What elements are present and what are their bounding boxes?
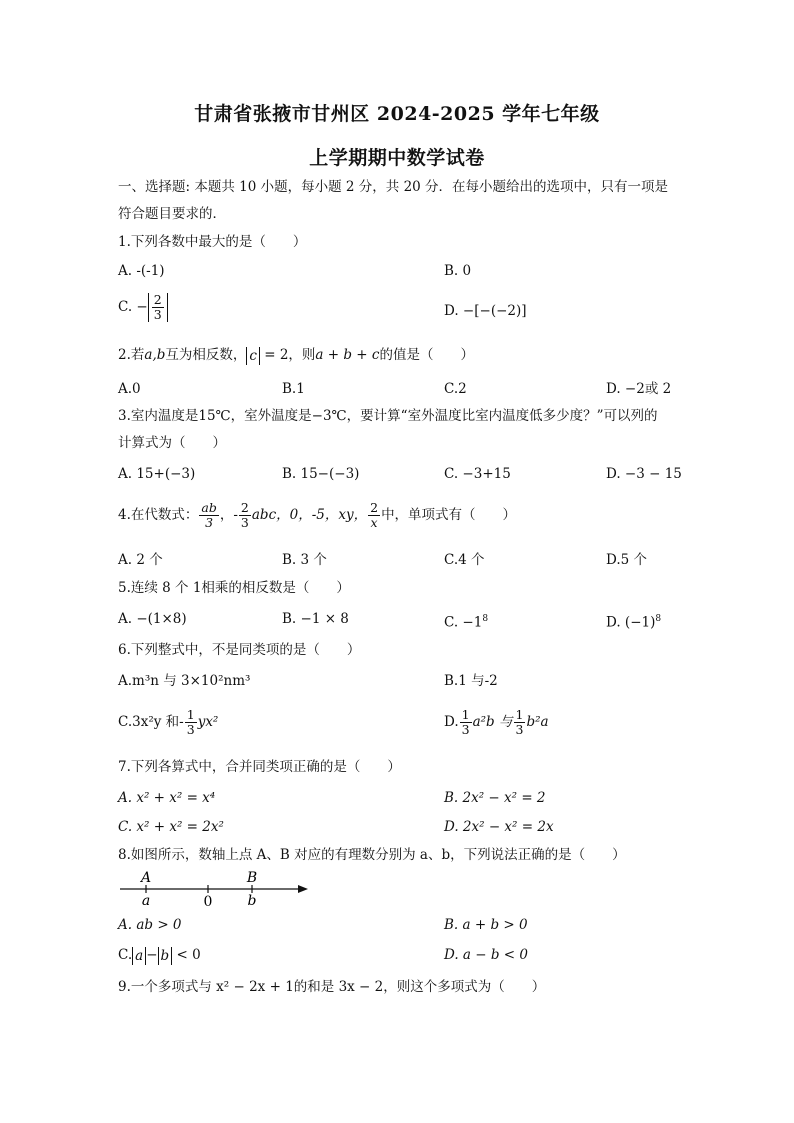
q1-option-c-prefix: C. −	[118, 299, 148, 315]
q6-d-denominator2: 3	[515, 722, 524, 737]
q7-option-a: A. x² + x² = x⁴	[118, 790, 216, 806]
q3-option-c: C. −3+15	[444, 466, 511, 482]
q6-d-pre: D.	[444, 714, 459, 730]
q6-d-mid: a²b 与	[472, 714, 513, 730]
q4-option-a: A. 2 个	[118, 552, 163, 568]
q3-option-b: B. 15−(−3)	[282, 466, 360, 482]
q2-stem-pre: 2.若	[118, 347, 145, 363]
q4-f2-denominator: 3	[240, 515, 249, 530]
q5-option-b: B. −1 × 8	[282, 611, 349, 627]
q6-option-a: A.m³n 与 3×10²nm³	[118, 673, 251, 689]
q7-option-b: B. 2x² − x² = 2	[444, 790, 546, 806]
q5-stem: 5.连续 8 个 1相乘的相反数是（ ）	[118, 580, 350, 596]
q4-stem-pre: 4.在代数式：	[118, 507, 199, 523]
q7-option-c: C. x² + x² = 2x²	[118, 819, 224, 835]
q5-option-d	[606, 610, 661, 632]
q6-option-b: B.1 与-2	[444, 673, 498, 689]
q2-stem-eq: = 2，则	[259, 347, 316, 363]
q5-c-base: C. −1	[444, 614, 483, 631]
q8-c-post: < 0	[172, 947, 201, 963]
q8-c-abs-b: b	[158, 947, 173, 965]
q1-c-numerator: 2	[153, 292, 162, 307]
exam-title-line1: 甘肃省张掖市甘州区 2024-2025 学年七年级	[194, 103, 600, 125]
q6-d-numerator2: 1	[515, 707, 524, 722]
q1-option-c	[118, 293, 168, 322]
q4-option-d: D.5 个	[606, 552, 648, 568]
q8-option-d: D. a − b < 0	[444, 947, 528, 963]
value-label-a: a	[141, 893, 151, 909]
q4-fraction-2-over-x	[368, 501, 380, 530]
q4-f2-numerator: 2	[240, 500, 249, 515]
q6-stem: 6.下列整式中，不是同类项的是（ ）	[118, 642, 361, 658]
q2-stem-expr: a + b + c	[315, 347, 380, 363]
q1-option-c-fraction	[152, 293, 164, 322]
q4-option-b: B. 3 个	[282, 552, 327, 568]
q5-d-exponent: 8	[655, 614, 662, 624]
point-label-A: A	[140, 870, 152, 886]
q2-option-b: B.1	[282, 381, 305, 397]
q8-stem: 8.如图所示，数轴上点 A、B 对应的有理数分别为 a、b，下列说法正确的是（ ）	[118, 847, 626, 863]
arrow-right-icon	[298, 885, 308, 893]
zero-label: 0	[203, 894, 213, 910]
section-instruction-line2: 符合题目要求的．	[118, 206, 226, 222]
q5-c-exponent: 8	[482, 614, 489, 624]
q5-d-base: D. (−1)	[606, 614, 656, 631]
q6-d-denominator1: 3	[461, 722, 470, 737]
q4-stem-post: 中，单项式有（ ）	[381, 507, 517, 523]
section-instruction-line1: 一、选择题: 本题共 10 小题，每小题 2 分，共 20 分．在每小题给出的选项中，只有一项是	[118, 179, 669, 195]
q3-option-d: D. −3 − 15	[606, 466, 682, 482]
q4-stem	[118, 498, 516, 532]
q2-stem-vars: a,b	[144, 347, 166, 363]
q6-c-pre: C.3x²y 和-	[118, 714, 184, 730]
q2-stem	[118, 346, 474, 365]
q8-option-b: B. a + b > 0	[444, 917, 528, 933]
q2-stem-abs: c	[246, 347, 260, 365]
q4-f3-denominator: x	[370, 515, 378, 530]
q1-option-a: A. -(-1)	[118, 263, 165, 279]
number-line-diagram	[118, 868, 318, 910]
q6-d-numerator1: 1	[461, 707, 470, 722]
q6-d-post: b²a	[526, 714, 549, 730]
q8-c-minus: −	[146, 947, 158, 963]
q7-stem: 7.下列各算式中，合并同类项正确的是（ ）	[118, 759, 401, 775]
q3-stem-line2: 计算式为（ ）	[118, 435, 226, 451]
q3-option-a: A. 15+(−3)	[118, 466, 196, 482]
q7-option-d: D. 2x² − x² = 2x	[444, 819, 554, 835]
q4-option-c: C.4 个	[444, 552, 485, 568]
q6-c-numerator: 1	[186, 707, 195, 722]
q4-stem-mid: abc，0，-5，xy，	[251, 507, 368, 523]
q1-c-denominator: 3	[153, 307, 162, 322]
q1-stem: 1.下列各数中最大的是（ ）	[118, 234, 307, 250]
q1-option-b: B. 0	[444, 263, 472, 279]
q6-d-fraction1	[460, 708, 472, 737]
q6-c-post: yx²	[197, 714, 219, 730]
q2-option-d: D. −2或 2	[606, 381, 672, 397]
q8-option-a: A. ab > 0	[118, 917, 182, 933]
q4-sep1: ，-	[219, 507, 238, 523]
q8-option-c	[118, 946, 201, 965]
exam-title-line2: 上学期期中数学试卷	[309, 147, 485, 169]
q4-f3-numerator: 2	[370, 500, 379, 515]
point-label-B: B	[246, 870, 258, 886]
q2-option-c: C.2	[444, 381, 467, 397]
q9-stem: 9.一个多项式与 x² − 2x + 1的和是 3x − 2，则这个多项式为（ ）	[118, 979, 546, 995]
q1-option-d: D. −[−(−2)]	[444, 303, 527, 319]
q6-option-d	[444, 708, 549, 737]
q6-d-fraction2	[514, 708, 526, 737]
q3-stem-line1: 3.室内温度是15℃，室外温度是−3℃，要计算“室外温度比室内温度低多少度？”可以列的	[118, 408, 658, 424]
q4-f1-denominator: 3	[205, 515, 214, 530]
q5-option-a: A. −(1×8)	[118, 611, 187, 627]
q8-c-abs-a: a	[132, 947, 146, 965]
q2-stem-post: 的值是（ ）	[379, 347, 474, 363]
q2-stem-mid: 互为相反数，	[165, 347, 247, 363]
q6-c-denominator: 3	[186, 722, 195, 737]
q6-c-fraction	[185, 708, 197, 737]
q8-c-pre: C.	[118, 947, 133, 963]
q5-option-c	[444, 610, 488, 632]
q1-option-c-abs	[148, 293, 168, 322]
q2-option-a: A.0	[118, 381, 141, 397]
q6-option-c	[118, 708, 218, 737]
q4-fraction-ab-over-3	[199, 501, 218, 530]
q4-fraction-2-over-3	[239, 501, 251, 530]
q4-f1-numerator: ab	[201, 500, 217, 515]
value-label-b: b	[247, 893, 257, 909]
